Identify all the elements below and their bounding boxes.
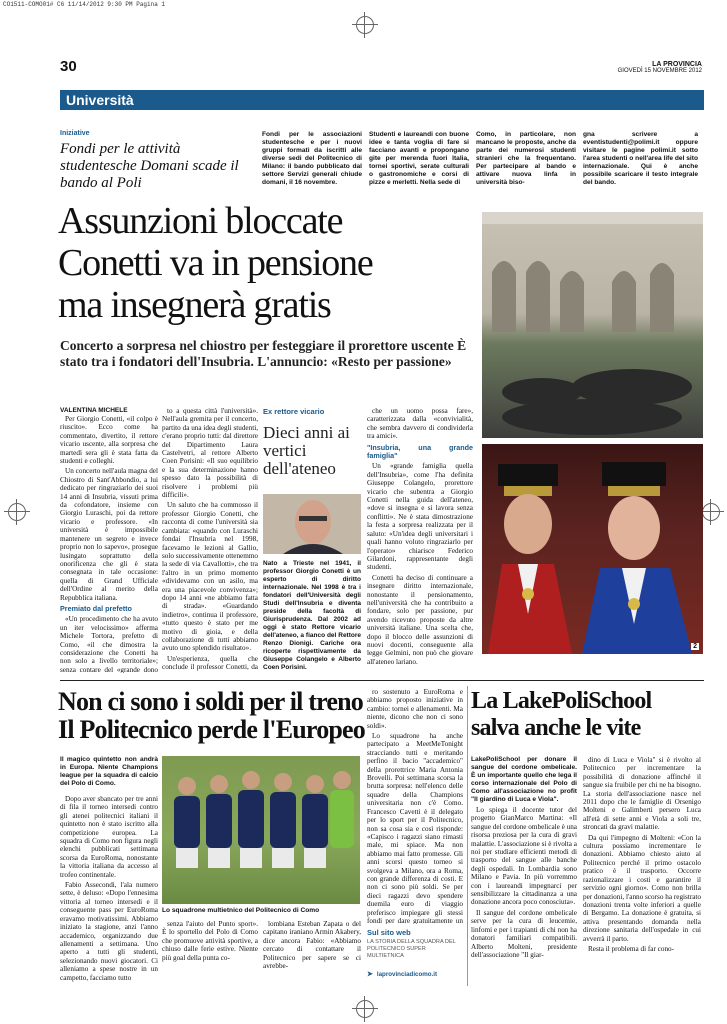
web-promo-kicker: Sul sito web [367, 928, 411, 937]
print-slug: CO1511-COMO01# C6 11/14/2012 9:30 PM Pagina 1 [3, 1, 166, 8]
lakepoli-col-2-para-3: Resta il problema di far cono- [588, 944, 675, 953]
polimi-col-3 [263, 920, 361, 990]
main-col-2-para-1: to a questa città l'università». Nell'aula gremita per il concerto, partito da una idea degli studenti, c'erano proprio tutti: dal direttore del Dipartimento Laura Castelvetri, al rettore Alberto Coen Porisini: «Il suo equilibrio e la sua determinazione hanno spesso dato la possibilità di risolvere i problemi più difficili». [162, 407, 258, 500]
lakepoli-headline-line-1: La LakePoliSchool [471, 688, 652, 714]
section-bar [60, 90, 704, 110]
main-col-1 [60, 415, 158, 673]
polimi-col-2-para-1: senza l'aiuto del Punto sport». È lo sportello del Polo di Como che promuove attività sportive, a chiuso dalle ferie estive. Niente più goal della punta co- [162, 920, 258, 962]
polimi-col-4 [367, 688, 463, 924]
polimi-col-4-para-1: ro sostenuto a EuroRoma e abbiamo proposto iniziative in cambio: tornei e allenamenti. Ma niente, dicono che non ci sono soldi». [367, 688, 463, 730]
polimi-headline-line-2: Il Politecnico perde l'Europeo [58, 715, 365, 744]
lakepoli-col-1-para-1: Lo spiega il docente tutor del progetto GianMarco Martina: «Il sangue del cordone ombelicale è una risorsa preziosa per la cura di gravi malattie. L'associazione si è rivolta a noi per studiare efficienti metodi di trasporto del sangue alle banche degli ospedali. In Lombardia sono Milano e Pavia. In più vorremmo con i laureandi impegnarci per sensibilizzare la cittadinanza a una donazione ancora poco conosciuta». [471, 806, 577, 907]
main-headline-line-2: Conetti va in pensione [58, 242, 373, 284]
polimi-col-2 [162, 920, 258, 990]
lakepoli-headline [471, 688, 706, 742]
cloister-arches-graphic [482, 212, 703, 438]
photo-number-badge: 2 [693, 643, 697, 650]
brief-title: Fondi per le attività studentesche Domani scade il bando al Poli [60, 141, 239, 191]
lakepoli-col-2 [583, 756, 701, 990]
football-team-graphic [162, 756, 360, 904]
issue-date: GIOVEDÌ 15 NOVEMBRE 2012 [617, 68, 702, 74]
main-headline [58, 200, 478, 326]
polimi-col-1-para-1: Dopo aver sbancato per tre anni di fila il torneo intersedi contro gli atenei politecnici italiani il quintetto non è stato iscritto alla competizione europea. La squadra di Como non figura negli elenchi pubblicati settimana scorsa da EuroRoma, nonostante la vittoria italiana da accesso al trofeo continentale. [60, 795, 158, 879]
bio-title: Dieci anni ai vertici dell'ateneo [263, 423, 350, 478]
cloister-photo [482, 212, 703, 438]
team-photo-caption: Lo squadrone multietnico del Politecnico di Como [162, 907, 320, 914]
main-headline-line-3: ma insegnerà gratis [58, 284, 331, 326]
column-rule [467, 686, 468, 986]
polimi-col-3-para-1: lombiana Esteban Zapata o del capitano iraniano Armin Akabery, dice ancora Fabio: «Abbiamo cercato di contattare il Politecnico per sapere se ci avrebbe- [263, 920, 361, 971]
lakepoli-lead: LakePoliSchool per donare il sangue del cordone ombelicale. È un importante quello che lega il corso internazionale del Polo di Como all'associazione no profit "Il giardino di Luca e Viola". [471, 756, 577, 803]
team-photo [162, 756, 360, 904]
conetti-portrait-photo [482, 444, 703, 654]
main-headline-line-1: Assunzioni bloccate [58, 200, 343, 242]
main-col-4-para-3: Conetti ha deciso di continuare a insegnare diritto internazionale, nonostante il pensionamento, nell'università che ha contribuito a fondare, solo per passione, pur avendo ricevuto proposte da altre università italiane. Una scelta che, dopo il blocco delle assunzioni di nuovi docenti, conseguente alla legge Gelmini, non può che giovare all'ateneo lariano. [367, 573, 473, 666]
main-col-2-para-2: Un saluto che ha commosso il professor Giorgio Conetti, che racconta di come l'università sia cambiata: «quando con Luraschi fondai l'Insubria nel 1998, facevamo le lezioni al Gallio, solo successivamente ottenemmo la sede di via Cavallotti», che tra l'altro in un primo momento «dividevamo con un asilo, ma era una piacevole convivenza»; dopo 14 anni «ne abbiamo fatta di strada». «Guardando indietro», continua il professore, «tutto questo è stato per me motivo di gioia, e della collaborazione di tutti abbiamo avuto uno splendido risultato». [162, 501, 258, 653]
lakepoli-col-2-para-2: Da qui l'impegno di Molteni: «Con la cultura possiamo incrementare le donazioni. Abbiamo chiesto aiuto al Politecnico perché il primo ostacolo pratico è il trasporto. Occorre razionalizzare i costi e garantire il servizio ogni giorno». Como non brilla per donazioni, l'anno scorso ha registrato donazioni trenta volte inferiori a quelle di Bergamo. La donazione è gratuita, si attiva presentando domanda nella direzione sanitaria dell'ospedale in cui avverrà il parto. [583, 833, 701, 943]
conetti-headshot [263, 494, 361, 554]
lakepoli-col-2-para-1: dino di Luca e Viola" si è rivolto al Politecnico per incrementare la possibilità di donazione affinché il sangue sia fruibile per chi ne ha bisogno. La storia dell'associazione nasce nel 2011 dopo che le famiglie di Orsenigo Molteni e Galimberti persero Luca all'età di sette anni e Viola a soli tre, stroncati da gravi malattie. [583, 756, 701, 832]
main-col-1-subhead: Premiato dal prefetto [60, 603, 132, 613]
registration-mark-left [8, 503, 26, 521]
lakepoli-col-1 [471, 806, 577, 990]
lakepoli-col-1-para-2: Il sangue del cordone ombelicale serve per la cura di leucemie, linfomi e per i trapianti di chi non ha donatori familiari compatibili. Alberto Molteni, presidente dell'associazione "Il giar- [471, 908, 577, 959]
web-link-arrow-icon: ➤ [367, 971, 373, 978]
web-promo-text: LA STORIA DELLA SQUADRA DEL POLITECNICO SUPER MULTIETNICA [367, 939, 456, 959]
main-col-1-para-3: «Un procedimento che ha avuto un iter velocissimo» afferma Michele Tortora, prefetto di Como, «il che dimostra la considerazione che Conetti ha non solo a livello territoriale»; senza contare del «grande dono [60, 615, 158, 673]
brief-col-4: gna scrivere a eventistudenti@polimi.it oppure visitare le pagine polimi.it sotto l'area studenti o nell'area life del sito internazionale. Qui è anche possibile scaricare il testo integrale del bando. [583, 131, 698, 186]
main-col-2 [162, 407, 258, 673]
polimi-col-1-para-2: Fabio Assecondi, l'ala numero sette, è deluso: «Dopo l'ennesima vittoria al torneo intersedi e il conseguente pass per EuroRoma eravamo motivatissimi. Abbiamo iniziato la stagione, anzi l'anno accademico, organizzando due allenamenti a settimana. Uno aperto a tutti gli studenti, selezionando nuovi giocatori. Ci alleniamo a spese nostre in un campetto, facciamo tutto [60, 881, 158, 982]
main-col-1-para-2: Un concerto nell'aula magna del Chiostro di Sant'Abbondio, a lui dedicato per ringraziarlo dei suoi 14 anni di Insubria, vissuti prima da cofondatore, insieme con Giorgio Luraschi, poi da rettore vicario e professore. «In università è impossibile mantenere un segreto e invece proprio non lo sapevo», prosegue lusingato soprattutto della onorificenza che gli è stata consegnata in tale occasione: quella di Grand Ufficiale dell'Ordine al merito della Repubblica italiana. [60, 467, 158, 602]
brief-col-2: Studenti e laureandi con buone idee e tanta voglia di fare si facciano avanti e propongano gite per merenda fuori Italia, tornei sportivi, serate culturali o gastronomiche e corsi di pizze e merletti. Nella sede di [369, 131, 469, 186]
section-title: Università [66, 92, 134, 108]
brief-col-3: Como, in particolare, non mancano le proposte, anche da parte dei numerosi studenti stranieri che la frequentano. Per partecipare al bando e attivare nuova linfa in università biso- [476, 131, 576, 186]
web-promo-box [367, 928, 463, 982]
main-col-4-para-1: che un uomo possa fare», caratterizzata dalla «convivialità, che sembra davvero di condividerla tra amici». [367, 407, 473, 441]
headshot-graphic [263, 494, 361, 554]
main-col-4 [367, 407, 473, 673]
main-col-2-para-3: Un'esperienza, quella che conclude il professor Conetti, da [162, 654, 258, 672]
page-number: 30 [60, 58, 77, 75]
brief-col-1: Fondi per le associazioni studentesche e per i nuovi gruppi formati da iscritti alle diverse sedi del Politecnico di Milano: il bando pubblicato dal settore Servizi generali chiude domani, il 16 novembre. [262, 131, 362, 186]
newspaper-name: LA PROVINCIA [652, 61, 702, 68]
main-col-1-para-1: Per Giorgio Conetti, «il colpo è riuscito». Ecco come ha commentato, divertito, il rettore vicario uscente, alla sorpresa che martedì sera gli è stata fatta da studenti e colleghi. [60, 415, 158, 466]
polimi-lead: Il magico quintetto non andrà in Europa. Niente Champions league per la squadra di calcio del Polo di Como. [60, 756, 158, 787]
registration-mark-top [356, 16, 374, 34]
polimi-col-4-para-2: Lo squadrone ha anche partecipato a MeetMeTonight stracciando tutti e meritando perfino il bacio "accademico" della prorettrice Maria Antonia Brovelli. Poi settimana scorsa la brutta sorpresa: nell'elenco delle squadre della Champions universitaria non c'è Como. Francesco Cavetti è il delegato per lo sport per il Politecnico, non sa cosa sia e così risponde: «Capisco i ragazzi siano rimasti male, mi spiace. Ma non abbiamo mai fatto promesse. Gli anni scorsi questo torneo si svolgeva a Milano, ora a Roma, con grande differenza di costi. E non ci sono più soldi. Se per dieci ragazzi devo spendere duemila euro di viaggio preferisco impiegare gli stessi fondi per dare gratuitamente un [367, 732, 463, 924]
article-divider [60, 680, 704, 681]
polimi-headline [58, 688, 368, 744]
polimi-headline-line-1: Non ci sono i soldi per il treno [58, 687, 363, 716]
bio-body: Nato a Trieste nel 1941, il professor Giorgio Conetti è un esperto di diritto internazionale. Nel 1998 è tra i fondatori dell'Università degli Studi dell'Insubria e diventa preside della facoltà di Giurisprudenza. Dal 2002 ad oggi è stato Rettore vicario dell'ateneo, a fianco del Rettore Renzo Dionigi. Cariche ora ricoperte rispettivamente da Giuseppe Colangelo e Alberto Coen Porisini. [263, 560, 361, 670]
web-promo-link[interactable]: laprovinciadicomo.it [376, 971, 438, 978]
bio-sidebar [263, 407, 361, 673]
bio-kicker: Ex rettore vicario [263, 407, 325, 416]
professors-in-gowns-graphic [482, 444, 703, 654]
brief-kicker: Iniziative [60, 130, 90, 137]
main-col-4-subhead: "Insubria, una grande famiglia" [367, 442, 473, 461]
main-subhead: Concerto a sorpresa nel chiostro per festeggiare il prorettore uscente È stato tra i fondatori dell'Insubria. L'annuncio: «Resto per passione» [60, 338, 467, 369]
byline: VALENTINA MICHELE [60, 407, 128, 414]
registration-mark-bottom [356, 1000, 374, 1018]
lakepoli-headline-line-2: salva anche le vite [471, 715, 641, 741]
registration-mark-right [702, 503, 720, 521]
polimi-col-1 [60, 795, 158, 990]
main-col-4-para-2: Un «grande famiglia quella dell'Insubria», come l'ha definita Giuseppe Colangelo, prorettore vicario che subentra a Giorgio Conetti nella guida dell'ateneo, «dove si insegna e si lavora senza conflitti». Ne è stata dimostrazione la festa a sorpresa realizzata per il saluto: «Un'idea degli universitari i quali hanno voluto ringraziarlo per l'operato» chiarisce Federico Gilardoni, rappresentante degli studenti. [367, 462, 473, 572]
